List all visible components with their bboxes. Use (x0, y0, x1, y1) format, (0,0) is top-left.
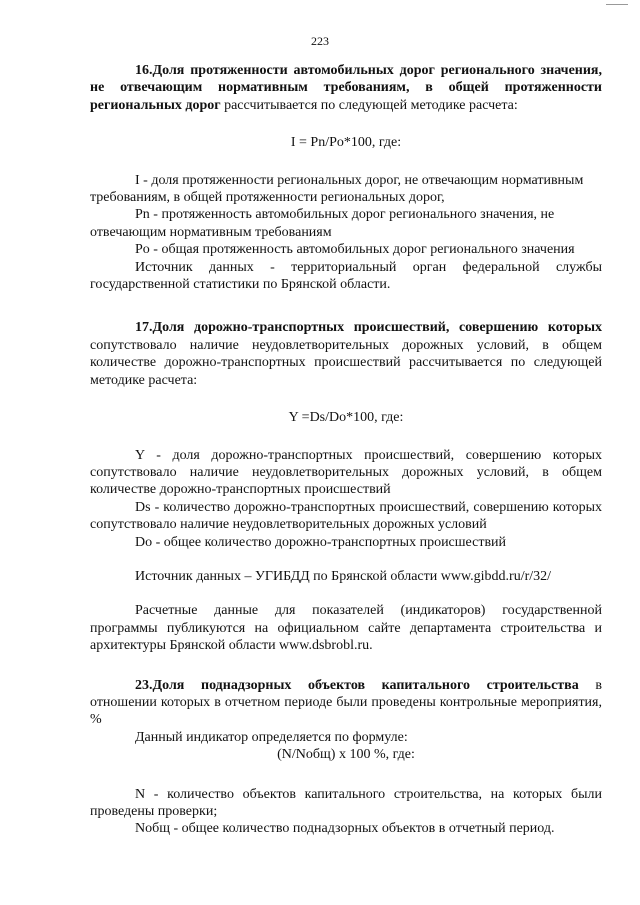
section-23-def-n: N - количество объектов капитального строительства, на которых были проведены проверки; (90, 786, 602, 819)
section-17-title: 17.Доля дорожно-транспортных происшествий, совершению которых (135, 320, 602, 336)
document-body (90, 62, 602, 838)
section-16-title: 16.Доля протяженности автомобильных дорог регионального значения, не отвечающим нормативным требованиям, в общей протяженности региональных дорог (90, 63, 602, 113)
section-23-intro: Данный индикатор определяется по формуле: (135, 729, 408, 745)
section-17-publish-note: Расчетные данные для показателей (индикаторов) государственной программы публикуются на официальном сайте департамента строительства и архитектуры Брянской области www.dsbrobl.ru. (90, 603, 602, 654)
corner-mark (606, 4, 628, 5)
section-23-heading (90, 677, 602, 729)
section-16-title-rest: рассчитывается по следующей методике расчета: (220, 97, 518, 113)
section-16-def-i: I - доля протяженности региональных дорог, не отвечающим нормативным требованиям, в общей протяженности региональных дорог, (90, 172, 584, 206)
section-16-heading (90, 62, 602, 114)
section-16-def-po: Po - общая протяженность автомобильных дорог регионального значения (135, 242, 575, 258)
section-17-heading (90, 319, 602, 389)
section-16-formula: I = Pn/Po*100, где: (290, 135, 402, 151)
section-16-source: Источник данных - территориальный орган федеральной службы государственной статистики по Брянской области. (90, 259, 602, 293)
section-17-def-ds: Ds - количество дорожно-транспортных происшествий, совершению которых сопутствовало наличие неудовлетворительных дорожных условий (90, 499, 602, 533)
section-16-def-pn: Pn - протяженность автомобильных дорог регионального значения, не отвечающим нормативным требованиям (90, 207, 555, 240)
page-number: 223 (311, 34, 329, 48)
section-17-formula: Y =Ds/Do*100, где: (288, 410, 404, 426)
section-17-title-rest: сопутствовало наличие неудовлетворительных дорожных условий, в общем количестве дорожно-транспортных происшествий рассчитывается по следующей методике расчета: (90, 337, 602, 388)
section-17-def-y: Y - доля дорожно-транспортных происшествий, совершению которых сопутствовало наличие неудовлетворительных дорожных условий, в общем количестве дорожно-транспортных происшествий (90, 447, 602, 498)
section-23-title-rest: в отношении которых в отчетном периоде были проведены контрольные мероприятия, % (90, 677, 602, 728)
section-17-def-do: Do - общее количество дорожно-транспортных происшествий (135, 534, 507, 550)
section-23-formula: (N/Nобщ) x 100 %, где: (277, 747, 415, 763)
section-17-source: Источник данных – УГИБДД по Брянской области www.gibdd.ru/r/32/ (135, 568, 552, 584)
section-23-title: 23.Доля поднадзорных объектов капитального строительства (135, 677, 579, 693)
section-23-def-ntotal: Nобщ - общее количество поднадзорных объектов в отчетный период. (135, 821, 555, 837)
